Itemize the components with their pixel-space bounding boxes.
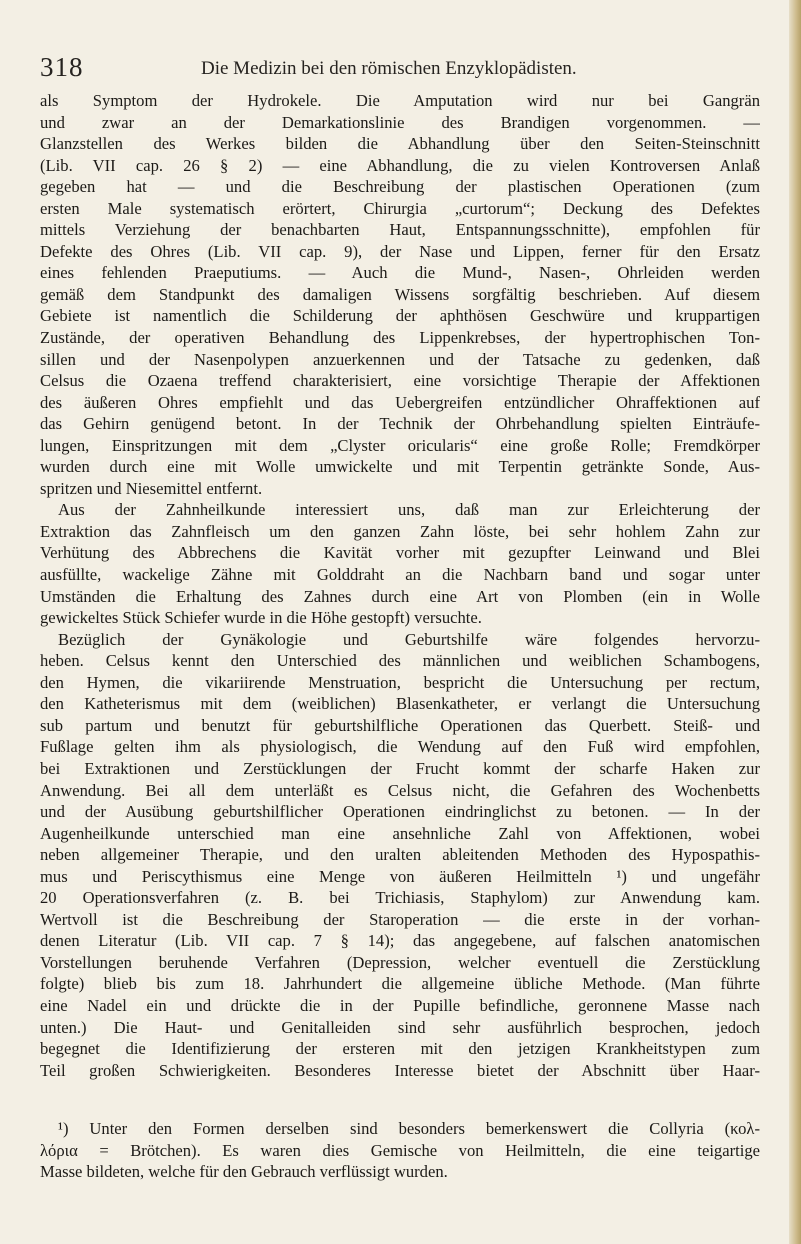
text-line: ersten Male systematisch erörtert, Chirurgia „curtorum“; Deckung des Defektes	[40, 198, 760, 218]
text-line: (Lib. VII cap. 26 § 2) — eine Abhandlung, die zu vielen Kontroversen Anlaß	[40, 155, 760, 175]
text-line: Defekte des Ohres (Lib. VII cap. 9), der Nase und Lippen, ferner für den Ersatz	[40, 241, 760, 261]
text-line: Anwendung. Bei all dem unterläßt es Celsus nicht, die Gefahren des Wochenbetts	[40, 780, 760, 800]
text-line: Wertvoll ist die Beschreibung der Staroperation — die erste in der vorhan-	[40, 909, 760, 929]
text-line: spritzen und Niesemittel entfernt.	[40, 478, 263, 498]
text-line: Augenheilkunde unterschied man eine ansehnliche Zahl von Affektionen, wobei	[40, 823, 760, 843]
body-text	[40, 90, 760, 1081]
text-line: gewickeltes Stück Schiefer wurde in die Höhe gestopft) versuchte.	[40, 608, 482, 628]
page-number: 318	[40, 52, 84, 82]
text-line: Aus der Zahnheilkunde interessiert uns, daß man zur Erleichterung der	[58, 500, 760, 520]
text-line: denen Literatur (Lib. VII cap. 7 § 14); das angegebene, auf falschen anatomischen	[40, 931, 760, 951]
text-line: gegeben hat — und die Beschreibung der plastischen Operationen (zum	[40, 177, 760, 197]
text-line: Fußlage gelten ihm als physiologisch, die Wendung auf den Fuß wird empfohlen,	[40, 737, 760, 757]
text-line: das Gehirn genügend betont. In der Technik der Ohrbehandlung spielten Einträufe-	[40, 414, 760, 434]
footnote-line: ¹) Unter den Formen derselben sind besonders bemerkenswert die Collyria (κολ-	[58, 1119, 760, 1138]
text-line: Bezüglich der Gynäkologie und Geburtshilfe wäre folgendes hervorzu-	[58, 629, 760, 649]
text-line: Extraktion das Zahnfleisch um den ganzen Zahn löste, bei sehr hohlem Zahn zur	[40, 521, 760, 541]
text-line: neben allgemeiner Therapie, und den uralten ableitenden Methoden des Hypospathis-	[40, 845, 760, 865]
text-line: eines fehlenden Praeputiums. — Auch die Mund-, Nasen-, Ohrleiden werden	[40, 263, 760, 283]
page-header	[40, 52, 760, 84]
text-line: heben. Celsus kennt den Unterschied des männlichen und weiblichen Schambogens,	[40, 651, 760, 671]
text-line: des äußeren Ohres empfiehlt und das Uebergreifen entzündlicher Ohraffektionen auf	[40, 392, 760, 412]
text-line: Zustände, der operativen Behandlung des Lippenkrebses, der hypertrophischen Ton-	[40, 328, 760, 348]
footnote-line: Masse bildeten, welche für den Gebrauch verflüssigt wurden.	[40, 1162, 448, 1181]
text-line: lungen, Einspritzungen mit dem „Clyster oricularis“ eine große Rolle; Fremdkörper	[40, 435, 760, 455]
text-line: Glanzstellen des Werkes bilden die Abhandlung über den Seiten-Steinschnitt	[40, 134, 760, 154]
text-line: 20 Operationsverfahren (z. B. bei Trichiasis, Staphylom) zur Anwendung kam.	[40, 888, 760, 908]
text-line: gemäß dem Standpunkt des damaligen Wissens sorgfältig beschrieben. Auf diesem	[40, 284, 760, 304]
running-title: Die Medizin bei den römischen Enzyklopädisten.	[201, 58, 577, 79]
text-line: Teil großen Schwierigkeiten. Besonderes Interesse bietet der Abschnitt über Haar-	[40, 1060, 760, 1080]
text-line: und der Ausübung geburtshilflicher Operationen eindringlichst zu betonen. — In der	[40, 802, 760, 822]
text-line: unten.) Die Haut- und Genitalleiden sind sehr ausführlich besprochen, jedoch	[40, 1017, 760, 1037]
footnotes	[40, 1118, 760, 1183]
text-line: den Hymen, die vikariirende Menstruation, bespricht die Untersuchung per rectum,	[40, 672, 760, 692]
text-line: sillen und der Nasenpolypen anzuerkennen und der Tatsache zu gedenken, daß	[40, 349, 760, 369]
text-line: als Symptom der Hydrokele. Die Amputation wird nur bei Gangrän	[40, 91, 760, 110]
text-line: folgte) blieb bis zum 18. Jahrhundert die allgemeine übliche Methode. (Man führte	[40, 974, 760, 994]
page-edge	[789, 0, 801, 1244]
text-line: mittels Verziehung der benachbarten Haut, Entspannungsschnitte), empfohlen für	[40, 220, 760, 240]
text-line: bei Extraktionen und Zerstücklungen der Frucht kommt der scharfe Haken zur	[40, 758, 760, 778]
text-line: mus und Periscythismus eine Menge von äußeren Heilmitteln ¹) und ungefähr	[40, 866, 760, 886]
text-line: den Katheterismus mit dem (weiblichen) Blasenkatheter, er verlangt die Untersuchung	[40, 694, 760, 714]
text-line: sub partum und benutzt für geburtshilfliche Operationen das Querbett. Steiß- und	[40, 715, 760, 735]
text-line: ausfüllte, wackelige Zähne mit Golddraht an die Nachbarn band und sogar unter	[40, 565, 760, 585]
text-line: Umständen die Erhaltung des Zahnes durch eine Art von Plomben (ein in Wolle	[40, 586, 760, 606]
text-line: und zwar an der Demarkationslinie des Brandigen vorgenommen. —	[40, 112, 760, 132]
text-line: Verhütung des Abbrechens die Kavität vorher mit gezupfter Leinwand und Blei	[40, 543, 760, 563]
footnote-line: λόρια = Brötchen). Es waren dies Gemische von Heilmitteln, die eine teigartige	[40, 1140, 760, 1160]
text-line: begegnet die Identifizierung der ersteren mit den jetzigen Krankheitstypen zum	[40, 1039, 760, 1059]
text-line: Gebiete ist namentlich die Schilderung der aphthösen Geschwüre und kruppartigen	[40, 306, 760, 326]
text-line: eine Nadel ein und drückte die in der Pupille befindliche, geronnene Masse nach	[40, 995, 760, 1015]
text-line: Vorstellungen beruhende Verfahren (Depression, welcher eventuell die Zerstücklung	[40, 952, 760, 972]
text-line: wurden durch eine mit Wolle umwickelte und mit Terpentin getränkte Sonde, Aus-	[40, 457, 760, 477]
text-line: Celsus die Ozaena treffend charakterisiert, eine vorsichtige Therapie der Affektionen	[40, 371, 760, 391]
